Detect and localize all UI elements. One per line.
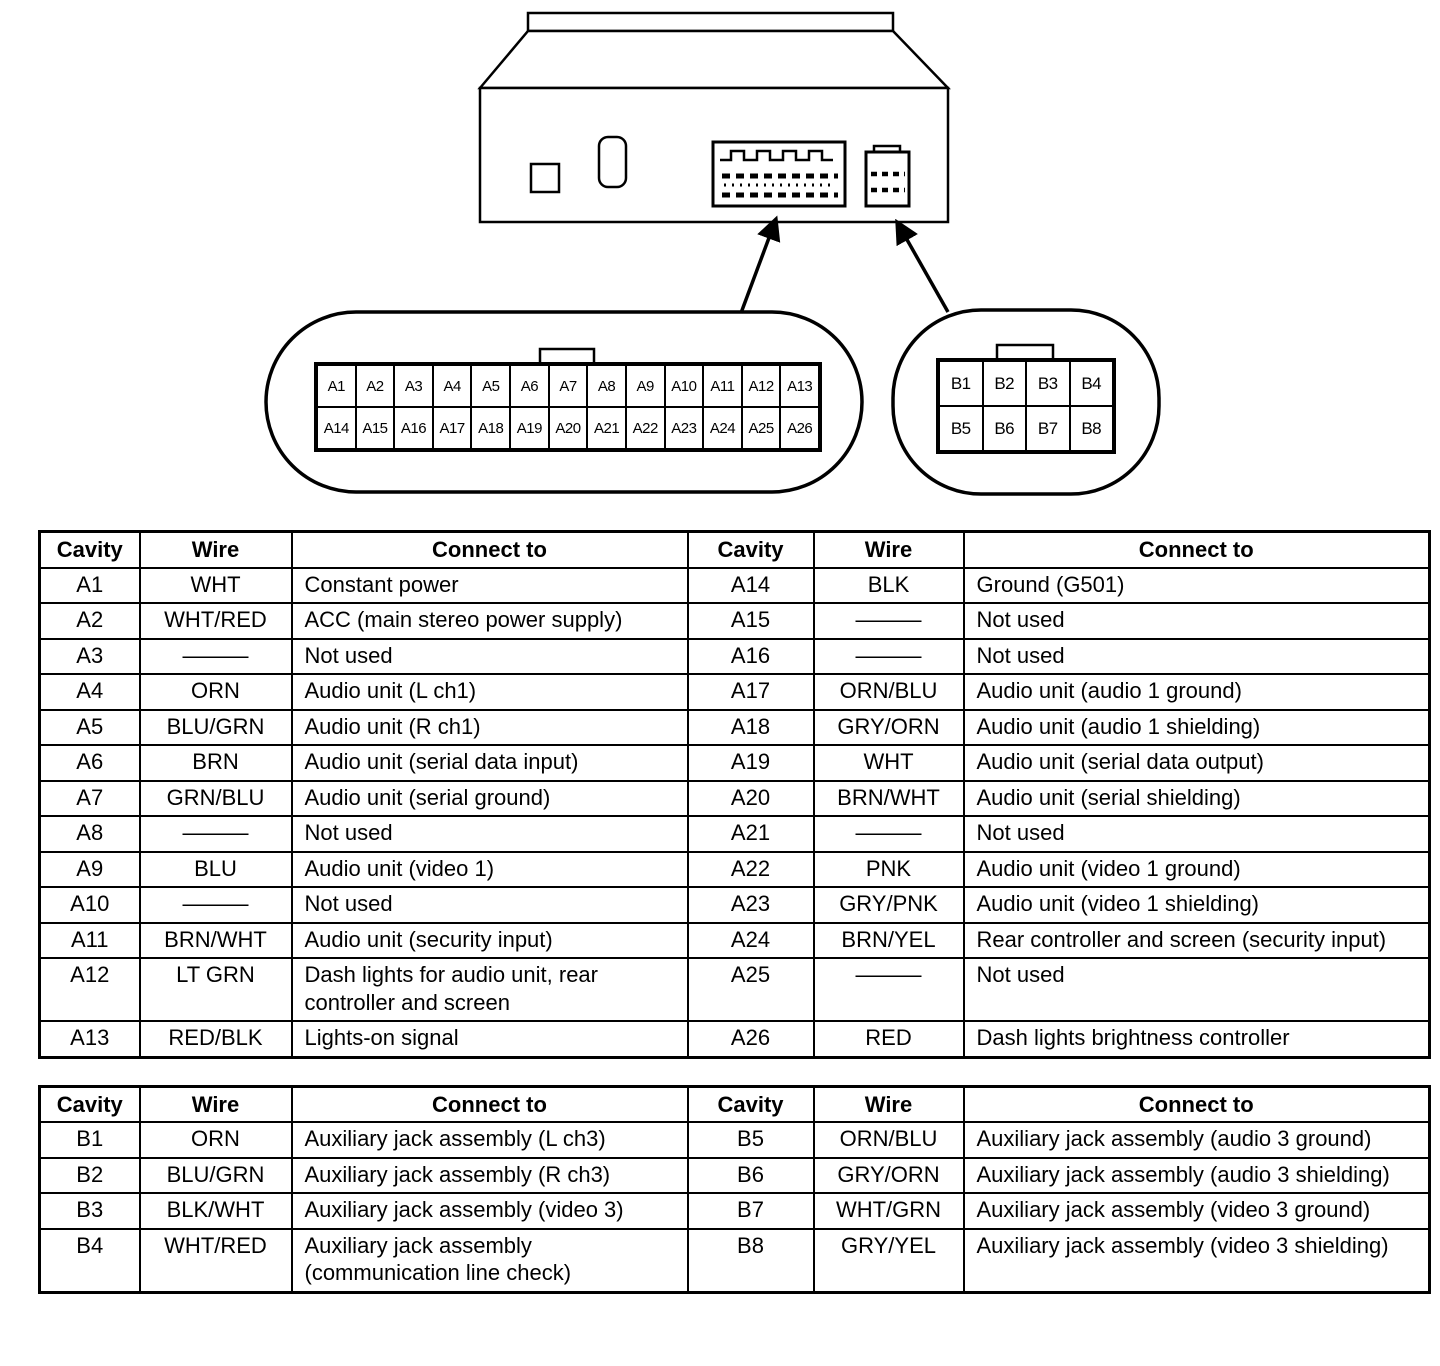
wire-cell: ——— — [814, 816, 964, 852]
connect-to-cell: Auxiliary jack assembly (L ch3) — [292, 1122, 688, 1158]
connector-a-pinout — [314, 362, 822, 452]
cavity-cell: A19 — [688, 745, 814, 781]
pin-a23: A23 — [665, 407, 704, 449]
wire-cell: GRY/ORN — [814, 710, 964, 746]
cavity-cell: B7 — [688, 1193, 814, 1229]
column-header: Connect to — [292, 532, 688, 568]
connect-to-cell: Not used — [292, 816, 688, 852]
cavity-cell: A26 — [688, 1021, 814, 1057]
wire-cell: GRY/ORN — [814, 1158, 964, 1194]
table-row — [40, 781, 1430, 817]
wire-cell: BLU/GRN — [140, 1158, 292, 1194]
wire-cell: ——— — [140, 639, 292, 675]
wire-cell: WHT/GRN — [814, 1193, 964, 1229]
column-header: Wire — [140, 532, 292, 568]
table-row — [40, 887, 1430, 923]
table-row — [40, 710, 1430, 746]
arrow-to-connector-b — [897, 222, 948, 312]
connect-to-cell: Audio unit (serial ground) — [292, 781, 688, 817]
wire-cell: ——— — [814, 639, 964, 675]
connect-to-cell: Auxiliary jack assembly (audio 3 ground) — [964, 1122, 1430, 1158]
connector-a-pin-row-top — [317, 365, 819, 407]
column-header: Cavity — [688, 532, 814, 568]
table-row — [40, 816, 1430, 852]
cavity-cell: A1 — [40, 568, 140, 604]
pin-a10: A10 — [665, 365, 704, 407]
pin-a4: A4 — [433, 365, 472, 407]
pin-a19: A19 — [510, 407, 549, 449]
cavity-cell: A9 — [40, 852, 140, 888]
connect-to-cell: Audio unit (audio 1 ground) — [964, 674, 1430, 710]
cavity-cell: A6 — [40, 745, 140, 781]
pin-b5: B5 — [939, 406, 983, 451]
column-header: Connect to — [292, 1086, 688, 1122]
connector-b-pin-row-bottom — [939, 406, 1113, 451]
wire-cell: BLU — [140, 852, 292, 888]
connect-to-cell: Audio unit (audio 1 shielding) — [964, 710, 1430, 746]
table-row — [40, 1021, 1430, 1057]
connect-to-cell: Audio unit (L ch1) — [292, 674, 688, 710]
wire-cell: RED — [814, 1021, 964, 1057]
cavity-cell: A2 — [40, 603, 140, 639]
connect-to-cell: Auxiliary jack assembly (communication line check) — [292, 1229, 688, 1293]
pin-a16: A16 — [394, 407, 433, 449]
wire-cell: BRN — [140, 745, 292, 781]
connect-to-cell: Audio unit (serial shielding) — [964, 781, 1430, 817]
cavity-cell: A13 — [40, 1021, 140, 1057]
column-header: Connect to — [964, 532, 1430, 568]
pin-a14: A14 — [317, 407, 356, 449]
connector-a-socket — [713, 142, 845, 206]
connect-to-cell: Auxiliary jack assembly (R ch3) — [292, 1158, 688, 1194]
pin-b3: B3 — [1026, 361, 1070, 406]
wire-cell: WHT/RED — [140, 603, 292, 639]
connect-to-cell: Audio unit (video 1) — [292, 852, 688, 888]
pin-a6: A6 — [510, 365, 549, 407]
pin-b2: B2 — [983, 361, 1027, 406]
cavity-cell: A15 — [688, 603, 814, 639]
cavity-cell: A10 — [40, 887, 140, 923]
pin-a20: A20 — [549, 407, 588, 449]
pin-a13: A13 — [780, 365, 819, 407]
column-header: Wire — [814, 532, 964, 568]
column-header: Cavity — [40, 1086, 140, 1122]
connect-to-cell: Not used — [964, 958, 1430, 1021]
wire-cell: RED/BLK — [140, 1021, 292, 1057]
pin-a26: A26 — [780, 407, 819, 449]
connect-to-cell: Auxiliary jack assembly (video 3 ground) — [964, 1193, 1430, 1229]
wire-cell: BRN/YEL — [814, 923, 964, 959]
pin-a9: A9 — [626, 365, 665, 407]
connect-to-cell: Dash lights brightness controller — [964, 1021, 1430, 1057]
wire-cell: ORN — [140, 1122, 292, 1158]
header-row — [40, 532, 1430, 568]
connect-to-cell: Audio unit (R ch1) — [292, 710, 688, 746]
table-row — [40, 568, 1430, 604]
table-row — [40, 923, 1430, 959]
wire-cell: GRN/BLU — [140, 781, 292, 817]
pin-a7: A7 — [549, 365, 588, 407]
cavity-cell: B1 — [40, 1122, 140, 1158]
pin-a3: A3 — [394, 365, 433, 407]
table-row — [40, 958, 1430, 1021]
table-row — [40, 1158, 1430, 1194]
pin-a8: A8 — [587, 365, 626, 407]
column-header: Cavity — [688, 1086, 814, 1122]
connector-b-pin-row-top — [939, 361, 1113, 406]
wire-cell: WHT — [814, 745, 964, 781]
pin-a12: A12 — [742, 365, 781, 407]
cavity-cell: A3 — [40, 639, 140, 675]
wire-cell: GRY/PNK — [814, 887, 964, 923]
cavity-cell: A17 — [688, 674, 814, 710]
pin-a18: A18 — [471, 407, 510, 449]
wire-cell: BRN/WHT — [140, 923, 292, 959]
pin-a1: A1 — [317, 365, 356, 407]
header-row — [40, 1086, 1430, 1122]
cavity-cell: A8 — [40, 816, 140, 852]
connector-b-pinout — [936, 358, 1116, 454]
connect-to-cell: Audio unit (video 1 shielding) — [964, 887, 1430, 923]
connect-to-cell: Not used — [964, 816, 1430, 852]
table-row — [40, 1193, 1430, 1229]
connect-to-cell: Constant power — [292, 568, 688, 604]
cavity-cell: A24 — [688, 923, 814, 959]
connect-to-cell: Ground (G501) — [964, 568, 1430, 604]
wire-cell: PNK — [814, 852, 964, 888]
connect-to-cell: Not used — [292, 639, 688, 675]
wire-cell: BLU/GRN — [140, 710, 292, 746]
table-row — [40, 603, 1430, 639]
cavity-cell: A12 — [40, 958, 140, 1021]
connect-to-cell: Auxiliary jack assembly (video 3) — [292, 1193, 688, 1229]
cavity-cell: B6 — [688, 1158, 814, 1194]
cavity-cell: A18 — [688, 710, 814, 746]
table-row — [40, 639, 1430, 675]
cavity-cell: A21 — [688, 816, 814, 852]
connect-to-cell: Rear controller and screen (security input) — [964, 923, 1430, 959]
column-header: Wire — [814, 1086, 964, 1122]
pin-a11: A11 — [703, 365, 742, 407]
pin-b8: B8 — [1070, 406, 1114, 451]
connect-to-cell: Not used — [964, 639, 1430, 675]
wire-cell: ORN/BLU — [814, 1122, 964, 1158]
pin-a15: A15 — [356, 407, 395, 449]
cavity-cell: B2 — [40, 1158, 140, 1194]
table-row — [40, 852, 1430, 888]
cavity-cell: B4 — [40, 1229, 140, 1293]
connector-location-diagram — [0, 0, 1440, 512]
wire-cell: ——— — [814, 603, 964, 639]
connect-to-cell: Not used — [964, 603, 1430, 639]
table-row — [40, 745, 1430, 781]
cavity-cell: B5 — [688, 1122, 814, 1158]
connect-to-cell: Audio unit (serial data output) — [964, 745, 1430, 781]
wire-cell: ——— — [140, 816, 292, 852]
connect-to-cell: Audio unit (security input) — [292, 923, 688, 959]
connector-b-socket — [866, 146, 909, 206]
wire-cell: ——— — [140, 887, 292, 923]
connect-to-cell: Audio unit (serial data input) — [292, 745, 688, 781]
connect-to-cell: Lights-on signal — [292, 1021, 688, 1057]
pin-b7: B7 — [1026, 406, 1070, 451]
cavity-cell: B8 — [688, 1229, 814, 1293]
cavity-cell: A11 — [40, 923, 140, 959]
cavity-cell: B3 — [40, 1193, 140, 1229]
wire-cell: GRY/YEL — [814, 1229, 964, 1293]
cavity-cell: A14 — [688, 568, 814, 604]
wire-cell: BRN/WHT — [814, 781, 964, 817]
wire-cell: ORN — [140, 674, 292, 710]
cavity-cell: A22 — [688, 852, 814, 888]
table-row — [40, 674, 1430, 710]
table-row — [40, 1122, 1430, 1158]
pin-b6: B6 — [983, 406, 1027, 451]
connect-to-cell: ACC (main stereo power supply) — [292, 603, 688, 639]
cavity-cell: A7 — [40, 781, 140, 817]
pin-a17: A17 — [433, 407, 472, 449]
wire-cell: WHT — [140, 568, 292, 604]
pin-a21: A21 — [587, 407, 626, 449]
pin-a2: A2 — [356, 365, 395, 407]
wire-cell: BLK — [814, 568, 964, 604]
pin-a22: A22 — [626, 407, 665, 449]
table-row — [40, 1229, 1430, 1293]
cavity-cell: A20 — [688, 781, 814, 817]
connect-to-cell: Not used — [292, 887, 688, 923]
pin-a24: A24 — [703, 407, 742, 449]
connect-to-cell: Auxiliary jack assembly (video 3 shielding) — [964, 1229, 1430, 1293]
connector-a-pin-row-bottom — [317, 407, 819, 449]
wire-cell: LT GRN — [140, 958, 292, 1021]
connector-b-wire-table — [38, 1085, 1431, 1294]
wire-cell: WHT/RED — [140, 1229, 292, 1293]
arrow-to-connector-a — [741, 219, 776, 313]
connect-to-cell: Audio unit (video 1 ground) — [964, 852, 1430, 888]
column-header: Wire — [140, 1086, 292, 1122]
pin-a5: A5 — [471, 365, 510, 407]
cavity-cell: A25 — [688, 958, 814, 1021]
cavity-cell: A16 — [688, 639, 814, 675]
column-header: Cavity — [40, 532, 140, 568]
wire-cell: ORN/BLU — [814, 674, 964, 710]
pin-a25: A25 — [742, 407, 781, 449]
connect-to-cell: Dash lights for audio unit, rear controller and screen — [292, 958, 688, 1021]
wire-cell: ——— — [814, 958, 964, 1021]
pin-b1: B1 — [939, 361, 983, 406]
connect-to-cell: Auxiliary jack assembly (audio 3 shielding) — [964, 1158, 1430, 1194]
cavity-cell: A23 — [688, 887, 814, 923]
column-header: Connect to — [964, 1086, 1430, 1122]
cavity-cell: A4 — [40, 674, 140, 710]
cavity-cell: A5 — [40, 710, 140, 746]
wire-cell: BLK/WHT — [140, 1193, 292, 1229]
connector-a-wire-table — [38, 530, 1431, 1059]
pin-b4: B4 — [1070, 361, 1114, 406]
